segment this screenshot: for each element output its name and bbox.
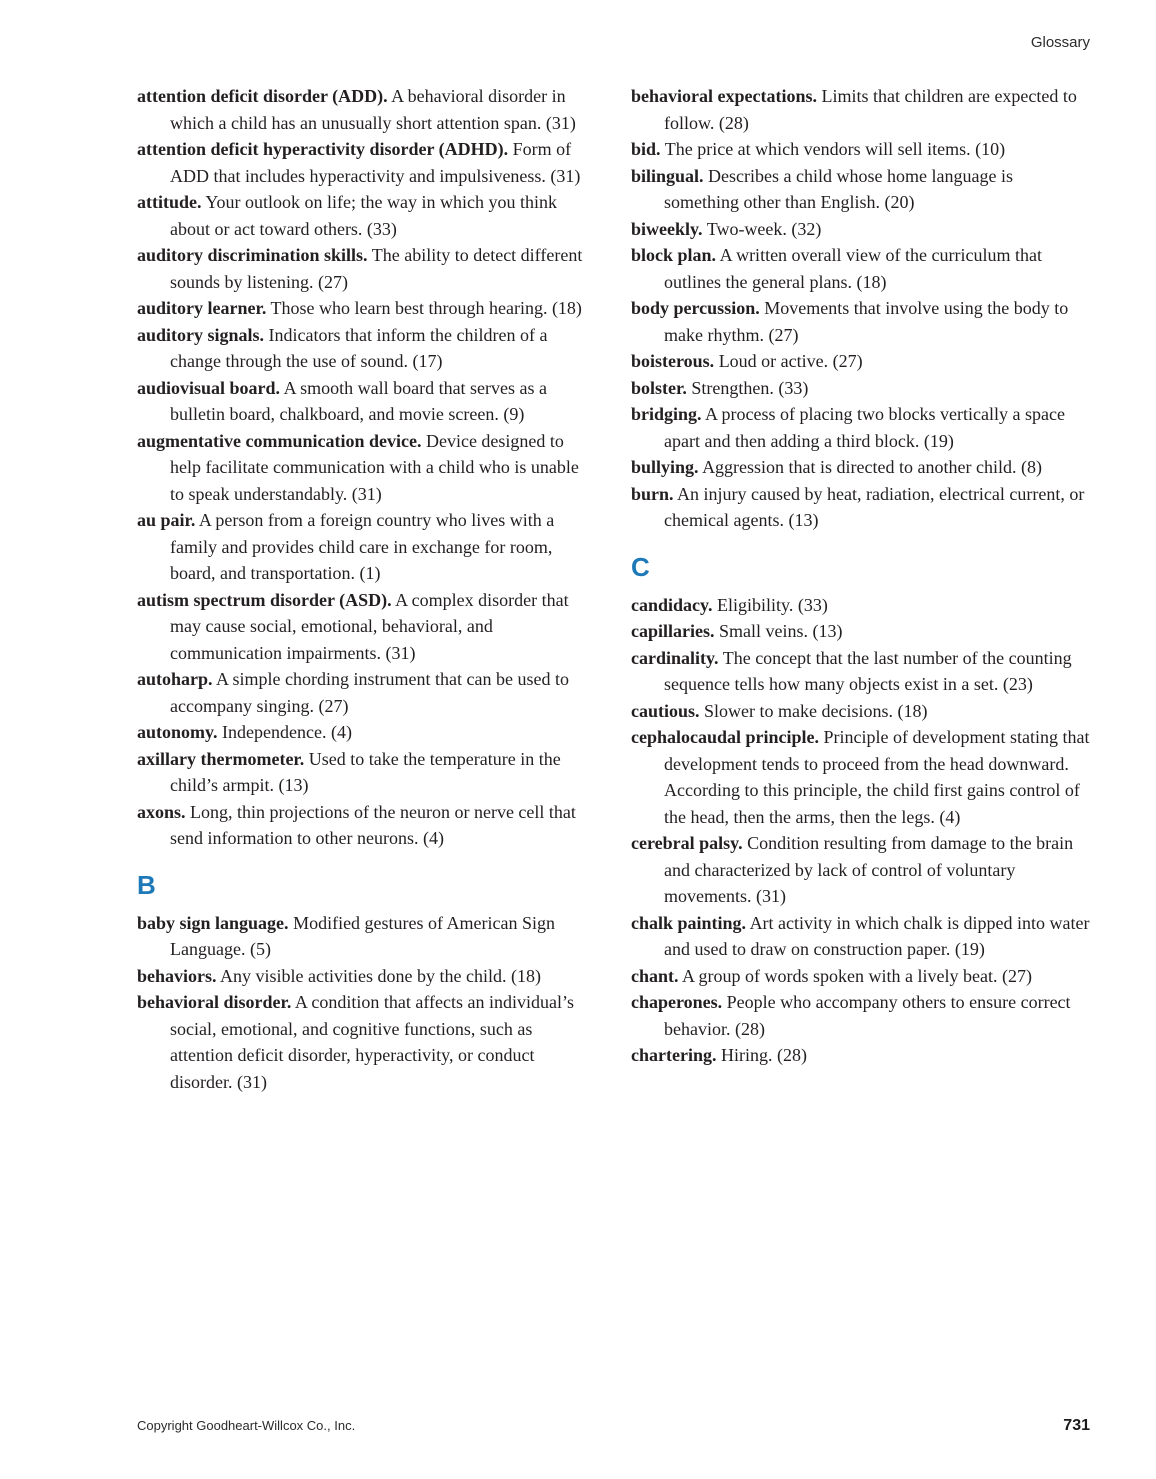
glossary-term: bolster. [631, 377, 687, 398]
glossary-term: attitude. [137, 192, 202, 212]
glossary-entry [631, 481, 1090, 534]
glossary-definition: Independence. (4) [222, 722, 352, 742]
glossary-definition: Slower to make decisions. (18) [704, 700, 928, 721]
glossary-definition: Your outlook on life; the way in which you think about or act toward others. (33) [170, 192, 557, 239]
glossary-definition: A person from a foreign country who lives with a family and provides child care in exchange for room, board, and transportation. (1) [170, 510, 555, 583]
glossary-definition: People who accompany others to ensure correct behavior. (28) [664, 992, 1071, 1039]
glossary-term: cardinality. [631, 647, 719, 668]
glossary-entry [631, 989, 1090, 1042]
glossary-entry [631, 348, 1090, 375]
glossary-entry [137, 799, 596, 852]
page-number: 731 [1063, 1417, 1090, 1434]
glossary-definition: A process of placing two blocks vertically a space apart and then adding a third block. (19) [664, 404, 1065, 451]
glossary-entry [631, 910, 1090, 963]
section-letter: C [631, 551, 650, 582]
glossary-term: chant. [631, 965, 679, 986]
glossary-entry [631, 698, 1090, 725]
glossary-definition: Those who learn best through hearing. (18) [270, 298, 582, 318]
glossary-term: cerebral palsy. [631, 833, 743, 853]
glossary-definition: Hiring. (28) [720, 1045, 807, 1065]
glossary-columns [137, 83, 1090, 1095]
glossary-term: burn. [631, 483, 674, 504]
glossary-definition: Art activity in which chalk is dipped into water and used to draw on construction paper. (19) [664, 912, 1090, 959]
glossary-entry [631, 645, 1090, 698]
glossary-definition: Movements that involve using the body to make rhythm. (27) [664, 298, 1069, 345]
glossary-definition: Limits that children are expected to follow. (28) [664, 86, 1077, 133]
glossary-term: autism spectrum disorder (ASD). [137, 589, 392, 610]
glossary-term: behavioral disorder. [137, 992, 292, 1012]
glossary-definition: Aggression that is directed to another child. (8) [702, 457, 1042, 477]
glossary-definition: A simple chording instrument that can be used to accompany singing. (27) [170, 669, 569, 716]
glossary-entry [137, 587, 596, 667]
glossary-term: candidacy. [631, 594, 713, 615]
glossary-definition: Principle of development stating that development tends to proceed from the head downward. According to this principle, the child first gains control of the head, then the arms, then the legs. (4) [664, 727, 1090, 827]
glossary-term: axillary thermometer. [137, 748, 305, 769]
glossary-term: axons. [137, 801, 186, 822]
glossary-definition: Eligibility. (33) [717, 594, 828, 615]
glossary-term: au pair. [137, 510, 196, 530]
glossary-entry [137, 242, 596, 295]
glossary-entry [137, 746, 596, 799]
glossary-entry [137, 910, 596, 963]
glossary-definition: Device designed to help facilitate communication with a child who is unable to speak understandably. (31) [170, 430, 579, 504]
glossary-term: chalk painting. [631, 912, 747, 933]
glossary-term: chaperones. [631, 992, 723, 1012]
glossary-entry [137, 322, 596, 375]
glossary-term: audiovisual board. [137, 377, 281, 398]
glossary-term: boisterous. [631, 351, 715, 371]
glossary-entry [137, 507, 596, 587]
glossary-definition: The concept that the last number of the counting sequence tells how many objects exist in a set. (23) [664, 647, 1072, 694]
glossary-term: attention deficit hyperactivity disorder (ADHD). [137, 139, 509, 159]
glossary-entry [631, 618, 1090, 645]
glossary-entry [631, 1042, 1090, 1069]
glossary-term: autoharp. [137, 669, 213, 689]
glossary-definition: A condition that affects an individual’s social, emotional, and cognitive functions, such as attention deficit disorder, hyperactivity, or conduct disorder. (31) [170, 992, 574, 1092]
glossary-entry [137, 719, 596, 746]
glossary-term: bid. [631, 139, 661, 159]
glossary-definition: Small veins. (13) [719, 621, 843, 641]
glossary-term: biweekly. [631, 218, 703, 239]
glossary-definition: Any visible activities done by the child. (18) [220, 965, 541, 986]
glossary-definition: Form of ADD that includes hyperactivity and impulsiveness. (31) [170, 139, 581, 186]
glossary-definition: The ability to detect different sounds by listening. (27) [170, 245, 583, 292]
glossary-entry [137, 989, 596, 1095]
page-header [137, 34, 1090, 51]
glossary-term: behaviors. [137, 965, 217, 986]
glossary-definition: A written overall view of the curriculum that outlines the general plans. (18) [664, 245, 1042, 292]
glossary-definition: Used to take the temperature in the child’s armpit. (13) [170, 748, 561, 795]
glossary-entry [137, 83, 596, 136]
glossary-term: bullying. [631, 457, 699, 477]
glossary-definition: A behavioral disorder in which a child has an unusually short attention span. (31) [170, 86, 576, 133]
glossary-definition: Loud or active. (27) [718, 351, 863, 371]
glossary-definition: A complex disorder that may cause social, emotional, behavioral, and communication impairments. (31) [170, 589, 569, 663]
glossary-column-left [137, 83, 596, 1095]
glossary-term: baby sign language. [137, 912, 289, 933]
glossary-entry [137, 666, 596, 719]
glossary-definition: Indicators that inform the children of a change through the use of sound. (17) [170, 324, 548, 371]
glossary-entry [631, 401, 1090, 454]
glossary-term: capillaries. [631, 621, 715, 641]
glossary-entry [137, 428, 596, 508]
glossary-entry [631, 83, 1090, 136]
glossary-definition: Two-week. (32) [706, 218, 822, 239]
glossary-definition: Modified gestures of American Sign Language. (5) [170, 912, 556, 959]
copyright-text: Copyright Goodheart-Willcox Co., Inc. [137, 1418, 356, 1433]
glossary-definition: Long, thin projections of the neuron or nerve cell that send information to other neurons. (4) [170, 801, 576, 848]
glossary-entry [631, 592, 1090, 619]
glossary-term: block plan. [631, 245, 717, 265]
glossary-term: chartering. [631, 1045, 717, 1065]
glossary-definition: Strengthen. (33) [691, 377, 809, 398]
glossary-entry [631, 136, 1090, 163]
glossary-entry [631, 242, 1090, 295]
glossary-entry [631, 963, 1090, 990]
glossary-definition: Describes a child whose home language is something other than English. (20) [664, 165, 1013, 212]
glossary-term: auditory learner. [137, 298, 267, 318]
glossary-term: attention deficit disorder (ADD). [137, 86, 388, 106]
glossary-term: auditory discrimination skills. [137, 245, 368, 265]
glossary-term: behavioral expectations. [631, 86, 817, 106]
glossary-entry [631, 375, 1090, 402]
glossary-term: cephalocaudal principle. [631, 727, 820, 747]
glossary-term: augmentative communication device. [137, 430, 422, 451]
glossary-definition: The price at which vendors will sell items. (10) [664, 139, 1006, 159]
glossary-entry [631, 830, 1090, 910]
glossary-definition: Condition resulting from damage to the brain and characterized by lack of control of voluntary movements. (31) [664, 833, 1074, 906]
glossary-entry [137, 295, 596, 322]
glossary-column-right [631, 83, 1090, 1069]
glossary-definition: A smooth wall board that serves as a bulletin board, chalkboard, and movie screen. (9) [170, 377, 548, 424]
glossary-definition: A group of words spoken with a lively beat. (27) [682, 965, 1032, 986]
glossary-definition: An injury caused by heat, radiation, electrical current, or chemical agents. (13) [664, 483, 1085, 530]
glossary-entry [631, 454, 1090, 481]
glossary-entry [631, 295, 1090, 348]
glossary-entry [631, 724, 1090, 830]
glossary-entry [631, 163, 1090, 216]
glossary-term: auditory signals. [137, 324, 265, 345]
glossary-term: autonomy. [137, 722, 218, 742]
glossary-entry [631, 216, 1090, 243]
glossary-entry [137, 189, 596, 242]
glossary-term: body percussion. [631, 298, 760, 318]
section-letter: B [137, 869, 156, 900]
glossary-entry [137, 963, 596, 990]
page-footer [137, 1417, 1090, 1435]
glossary-entry [137, 136, 596, 189]
glossary-term: bridging. [631, 404, 702, 424]
glossary-term: bilingual. [631, 165, 704, 186]
glossary-term: cautious. [631, 700, 700, 721]
glossary-entry [137, 375, 596, 428]
running-head-text: Glossary [1030, 34, 1090, 51]
